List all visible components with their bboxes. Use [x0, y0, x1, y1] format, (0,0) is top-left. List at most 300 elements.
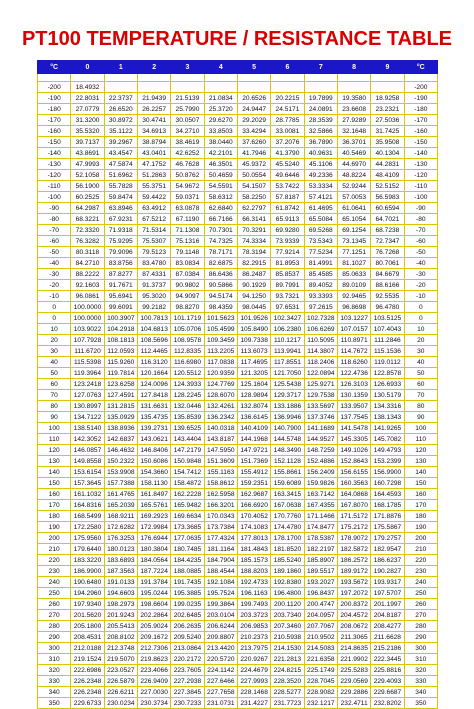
resistance-cell: 149.1026 — [337, 445, 370, 456]
resistance-cell: 37.6260 — [237, 137, 270, 148]
empty-cell — [404, 74, 437, 82]
resistance-cell: 76.3282 — [71, 236, 104, 247]
resistance-cell: 188.8203 — [237, 566, 270, 577]
resistance-cell: 200.4747 — [304, 599, 337, 610]
resistance-cell: 27.5036 — [371, 115, 404, 126]
resistance-cell: 75.9295 — [104, 236, 137, 247]
resistance-cell: 72.3320 — [71, 225, 104, 236]
resistance-cell: 229.6687 — [371, 687, 404, 698]
resistance-cell: 199.7493 — [237, 599, 270, 610]
resistance-cell: 29.6270 — [204, 115, 237, 126]
resistance-cell: 190.2827 — [371, 566, 404, 577]
resistance-cell: 153.9908 — [104, 467, 137, 478]
resistance-cell: 141.9265 — [371, 423, 404, 434]
resistance-cell: 49.6446 — [271, 170, 304, 181]
resistance-cell: 94.9097 — [171, 291, 204, 302]
resistance-cell: 150.9848 — [171, 456, 204, 467]
resistance-cell: 67.5212 — [137, 214, 170, 225]
resistance-cell: 194.6603 — [104, 588, 137, 599]
resistance-cell: 196.1163 — [237, 588, 270, 599]
resistance-cell: 192.8380 — [271, 577, 304, 588]
resistance-cell: 145.7082 — [371, 434, 404, 445]
resistance-cell: 35.1122 — [104, 126, 137, 137]
row-temperature-right: -130 — [404, 159, 437, 170]
resistance-cell: 84.2710 — [71, 258, 104, 269]
resistance-cell: 24.0891 — [304, 104, 337, 115]
row-temperature-left: -160 — [38, 126, 71, 137]
resistance-cell: 33.8503 — [204, 126, 237, 137]
resistance-cell: 115.9260 — [104, 357, 137, 368]
resistance-cell: 47.1752 — [137, 159, 170, 170]
resistance-cell: 35.9508 — [371, 137, 404, 148]
resistance-cell: 188.4544 — [204, 566, 237, 577]
resistance-cell: 85.0633 — [337, 269, 370, 280]
resistance-cell: 193.2027 — [304, 577, 337, 588]
resistance-cell: 227.7658 — [204, 687, 237, 698]
resistance-cell: 105.0706 — [171, 324, 204, 335]
resistance-cell: 214.1530 — [271, 643, 304, 654]
resistance-cell: 122.8578 — [371, 368, 404, 379]
resistance-cell: 180.0123 — [104, 544, 137, 555]
resistance-cell: 103.9022 — [71, 324, 104, 335]
resistance-cell: 59.4422 — [137, 192, 170, 203]
row-temperature-right: -80 — [404, 214, 437, 225]
resistance-cell: 86.2487 — [237, 269, 270, 280]
resistance-cell: 66.3141 — [237, 214, 270, 225]
resistance-cell: 57.8187 — [271, 192, 304, 203]
resistance-cell: 39.7137 — [71, 137, 104, 148]
row-temperature-right: -40 — [404, 258, 437, 269]
resistance-cell: 22.8031 — [71, 93, 104, 104]
resistance-cell: 223.7605 — [171, 665, 204, 676]
row-temperature-right: -120 — [404, 170, 437, 181]
resistance-cell: 73.9339 — [271, 236, 304, 247]
resistance-cell — [137, 82, 170, 93]
resistance-cell: 123.2418 — [71, 379, 104, 390]
resistance-cell: 151.7369 — [237, 456, 270, 467]
resistance-cell: 193.5672 — [337, 577, 370, 588]
resistance-cell: 219.5070 — [104, 654, 137, 665]
resistance-cell: 100.0000 — [71, 302, 104, 313]
resistance-cell: 210.5938 — [271, 632, 304, 643]
table-row — [38, 610, 438, 621]
resistance-cell: 21.0834 — [204, 93, 237, 104]
resistance-cell: 221.9902 — [337, 654, 370, 665]
resistance-cell: 162.2228 — [171, 489, 204, 500]
row-temperature-left: -60 — [38, 236, 71, 247]
row-temperature-left: 60 — [38, 379, 71, 390]
table-row — [38, 566, 438, 577]
resistance-cell: 221.2813 — [271, 654, 304, 665]
table-row — [38, 687, 438, 698]
resistance-cell: 139.6525 — [171, 423, 204, 434]
resistance-cell: 137.7545 — [337, 412, 370, 423]
resistance-cell: 135.0929 — [104, 412, 137, 423]
row-temperature-left: 0 — [38, 313, 71, 324]
row-temperature-left: 300 — [38, 643, 71, 654]
resistance-cell: 201.5620 — [71, 610, 104, 621]
resistance-cell: 192.1084 — [204, 577, 237, 588]
resistance-cell: 219.1524 — [71, 654, 104, 665]
resistance-cell: 165.9482 — [171, 500, 204, 511]
resistance-cell: 47.9993 — [71, 159, 104, 170]
resistance-cell: 74.3334 — [237, 236, 270, 247]
table-row — [38, 698, 438, 709]
resistance-cell: 116.3120 — [137, 357, 170, 368]
resistance-cell: 185.1573 — [237, 555, 270, 566]
resistance-cell: 20.2215 — [271, 93, 304, 104]
resistance-cell: 103.5125 — [371, 313, 404, 324]
empty-cell — [204, 74, 237, 82]
row-temperature-left: 310 — [38, 654, 71, 665]
row-temperature-right: 290 — [404, 632, 437, 643]
resistance-cell: 78.3194 — [237, 247, 270, 258]
resistance-cell: 228.1468 — [237, 687, 270, 698]
resistance-cell: 229.0569 — [337, 676, 370, 687]
resistance-cell: 90.9802 — [171, 280, 204, 291]
resistance-cell: 204.8187 — [371, 610, 404, 621]
resistance-cell: 204.0957 — [304, 610, 337, 621]
resistance-cell: 120.5512 — [171, 368, 204, 379]
resistance-cell: 191.7435 — [171, 577, 204, 588]
resistance-table — [37, 60, 438, 709]
row-temperature-right: 20 — [404, 335, 437, 346]
row-temperature-right: -10 — [404, 291, 437, 302]
resistance-cell: 28.7785 — [271, 115, 304, 126]
resistance-cell: 221.6358 — [304, 654, 337, 665]
resistance-cell: 182.9547 — [371, 544, 404, 555]
resistance-cell: 161.4765 — [104, 489, 137, 500]
resistance-cell: 157.3645 — [71, 478, 104, 489]
resistance-cell: 22.3737 — [104, 93, 137, 104]
table-row — [38, 676, 438, 687]
empty-cell — [371, 74, 404, 82]
resistance-cell: 148.3490 — [271, 445, 304, 456]
column-header: 5 — [237, 61, 270, 74]
resistance-cell: 212.7306 — [137, 643, 170, 654]
resistance-cell: 61.4695 — [304, 203, 337, 214]
resistance-cell: 220.5720 — [204, 654, 237, 665]
resistance-cell: 18.4932 — [71, 82, 104, 93]
resistance-cell: 189.9172 — [337, 566, 370, 577]
table-row — [38, 632, 438, 643]
resistance-cell: 56.5983 — [371, 192, 404, 203]
row-temperature-left: 50 — [38, 368, 71, 379]
row-temperature-left: 350 — [38, 698, 71, 709]
resistance-cell: 165.5761 — [137, 500, 170, 511]
table-row — [38, 445, 438, 456]
resistance-cell: 147.2179 — [171, 445, 204, 456]
resistance-cell: 33.4294 — [237, 126, 270, 137]
resistance-cell: 219.8623 — [137, 654, 170, 665]
resistance-cell: 171.5172 — [337, 511, 370, 522]
resistance-cell: 155.4912 — [237, 467, 270, 478]
resistance-cell: 227.3845 — [171, 687, 204, 698]
resistance-cell: 205.5413 — [104, 621, 137, 632]
resistance-cell: 28.3539 — [304, 115, 337, 126]
table-row — [38, 159, 438, 170]
resistance-cell: 114.3807 — [304, 346, 337, 357]
resistance-cell: 73.1345 — [337, 236, 370, 247]
resistance-cell: 133.5697 — [304, 401, 337, 412]
row-temperature-left: 290 — [38, 632, 71, 643]
resistance-cell: 60.2525 — [71, 192, 104, 203]
resistance-cell: 201.1997 — [371, 599, 404, 610]
resistance-cell: 150.2322 — [104, 456, 137, 467]
resistance-cell: 151.3609 — [204, 456, 237, 467]
row-temperature-right: 230 — [404, 566, 437, 577]
resistance-cell: 181.4843 — [237, 544, 270, 555]
resistance-cell: 21.5139 — [171, 93, 204, 104]
resistance-cell: 145.3305 — [337, 434, 370, 445]
resistance-cell: 117.8551 — [271, 357, 304, 368]
resistance-cell: 79.1148 — [171, 247, 204, 258]
resistance-cell: 124.3933 — [171, 379, 204, 390]
row-temperature-right: -140 — [404, 148, 437, 159]
resistance-cell: 176.3253 — [104, 533, 137, 544]
resistance-cell: 208.4531 — [71, 632, 104, 643]
column-header: 3 — [171, 61, 204, 74]
column-header: 4 — [204, 61, 237, 74]
column-header: 1 — [104, 61, 137, 74]
row-temperature-left: -170 — [38, 115, 71, 126]
row-temperature-left: -40 — [38, 258, 71, 269]
resistance-cell: 162.9687 — [237, 489, 270, 500]
resistance-cell: 127.0763 — [71, 390, 104, 401]
resistance-cell: 71.5314 — [137, 225, 170, 236]
row-temperature-left: 120 — [38, 445, 71, 456]
resistance-cell: 67.1190 — [171, 214, 204, 225]
resistance-cell: 46.7628 — [171, 159, 204, 170]
resistance-cell: 172.2580 — [71, 522, 104, 533]
resistance-cell: 18.9258 — [371, 93, 404, 104]
resistance-cell: 69.9280 — [271, 225, 304, 236]
resistance-cell: 146.4632 — [104, 445, 137, 456]
resistance-cell: 134.3316 — [371, 401, 404, 412]
row-temperature-left: 330 — [38, 676, 71, 687]
resistance-cell: 230.0234 — [104, 698, 137, 709]
row-temperature-left: 260 — [38, 599, 71, 610]
resistance-cell: 52.1058 — [71, 170, 104, 181]
resistance-cell: 171.1466 — [304, 511, 337, 522]
row-temperature-left: 250 — [38, 588, 71, 599]
resistance-cell: 225.5283 — [337, 665, 370, 676]
resistance-cell: 206.6244 — [204, 621, 237, 632]
resistance-cell: 187.3563 — [104, 566, 137, 577]
table-row — [38, 379, 438, 390]
resistance-cell: 171.8876 — [371, 511, 404, 522]
resistance-cell: 208.4277 — [371, 621, 404, 632]
resistance-cell: 23.2321 — [371, 104, 404, 115]
resistance-cell: 104.6813 — [137, 324, 170, 335]
row-temperature-left: 100 — [38, 423, 71, 434]
resistance-cell: 185.5240 — [271, 555, 304, 566]
resistance-cell: 184.7904 — [204, 555, 237, 566]
resistance-cell: 201.9243 — [104, 610, 137, 621]
resistance-cell: 31.3200 — [71, 115, 104, 126]
resistance-cell: 159.6089 — [271, 478, 304, 489]
resistance-cell: 99.2182 — [137, 302, 170, 313]
resistance-cell: 75.1316 — [171, 236, 204, 247]
resistance-cell: 170.4052 — [237, 511, 270, 522]
resistance-cell: 213.0864 — [171, 643, 204, 654]
row-temperature-right: -30 — [404, 269, 437, 280]
resistance-cell: 75.5307 — [137, 236, 170, 247]
resistance-cell: 92.1603 — [71, 280, 104, 291]
resistance-cell: 140.0318 — [204, 423, 237, 434]
table-row — [38, 137, 438, 148]
row-temperature-right: -150 — [404, 137, 437, 148]
resistance-cell: 77.5234 — [304, 247, 337, 258]
resistance-cell: 168.5499 — [71, 511, 104, 522]
resistance-cell: 123.6258 — [104, 379, 137, 390]
resistance-cell: 47.5874 — [104, 159, 137, 170]
resistance-cell: 149.4793 — [371, 445, 404, 456]
row-temperature-right: 150 — [404, 478, 437, 489]
resistance-cell: 82.2915 — [237, 258, 270, 269]
page-title: PT100 TEMPERATURE / RESISTANCE TABLE — [21, 28, 453, 50]
table-row — [38, 467, 438, 478]
row-temperature-right: 240 — [404, 577, 437, 588]
column-header: 9 — [371, 61, 404, 74]
resistance-cell: 30.8972 — [104, 115, 137, 126]
resistance-cell: 105.4599 — [204, 324, 237, 335]
resistance-cell: 152.1128 — [271, 456, 304, 467]
table-row — [38, 511, 438, 522]
resistance-cell: 226.2348 — [71, 687, 104, 698]
resistance-cell: 72.7347 — [371, 236, 404, 247]
row-temperature-left: -30 — [38, 269, 71, 280]
resistance-cell: 159.9826 — [304, 478, 337, 489]
resistance-cell: 176.6944 — [137, 533, 170, 544]
row-temperature-right: 140 — [404, 467, 437, 478]
table-row — [38, 544, 438, 555]
resistance-cell: 111.6720 — [71, 346, 104, 357]
resistance-cell: 92.5535 — [371, 291, 404, 302]
row-temperature-left: -180 — [38, 104, 71, 115]
resistance-cell: 73.5343 — [304, 236, 337, 247]
resistance-cell: 48.4109 — [371, 170, 404, 181]
resistance-cell: 227.0030 — [137, 687, 170, 698]
resistance-cell: 26.6520 — [104, 104, 137, 115]
resistance-cell: 200.1120 — [271, 599, 304, 610]
resistance-cell: 115.5398 — [71, 357, 104, 368]
resistance-cell: 231.0731 — [204, 698, 237, 709]
table-row — [38, 577, 438, 588]
resistance-cell: 20.6526 — [237, 93, 270, 104]
resistance-cell: 112.8335 — [171, 346, 204, 357]
resistance-cell: 226.2348 — [71, 676, 104, 687]
resistance-cell: 223.4066 — [137, 665, 170, 676]
resistance-cell: 211.6628 — [371, 632, 404, 643]
resistance-cell: 192.4733 — [237, 577, 270, 588]
row-temperature-right: -110 — [404, 181, 437, 192]
empty-cell — [304, 74, 337, 82]
resistance-cell: 102.3427 — [271, 313, 304, 324]
resistance-cell: 106.2380 — [271, 324, 304, 335]
resistance-cell: 107.0157 — [337, 324, 370, 335]
row-temperature-right: -60 — [404, 236, 437, 247]
table-row — [38, 621, 438, 632]
resistance-cell: 161.8497 — [137, 489, 170, 500]
resistance-cell: 44.2831 — [371, 159, 404, 170]
resistance-cell: 140.4109 — [237, 423, 270, 434]
resistance-cell: 85.8537 — [271, 269, 304, 280]
empty-cell — [38, 74, 71, 82]
resistance-cell: 144.5748 — [271, 434, 304, 445]
resistance-cell: 222.6986 — [71, 665, 104, 676]
column-header: 7 — [304, 61, 337, 74]
resistance-cell: 156.9900 — [371, 467, 404, 478]
resistance-cell: 95.6941 — [104, 291, 137, 302]
resistance-cell: 167.8070 — [337, 500, 370, 511]
table-row — [38, 588, 438, 599]
resistance-cell: 96.8698 — [337, 302, 370, 313]
resistance-cell: 40.9631 — [304, 148, 337, 159]
resistance-cell: 78.7171 — [204, 247, 237, 258]
row-temperature-left: -190 — [38, 93, 71, 104]
resistance-cell: 101.1719 — [171, 313, 204, 324]
resistance-cell: 191.3784 — [137, 577, 170, 588]
resistance-cell: 207.3460 — [271, 621, 304, 632]
resistance-cell: 164.0868 — [337, 489, 370, 500]
resistance-cell: 135.8539 — [171, 412, 204, 423]
resistance-cell: 130.8997 — [71, 401, 104, 412]
resistance-cell: 203.0104 — [204, 610, 237, 621]
table-row — [38, 412, 438, 423]
resistance-cell: 67.9231 — [104, 214, 137, 225]
row-temperature-right: 330 — [404, 676, 437, 687]
resistance-cell: 197.2072 — [337, 588, 370, 599]
resistance-cell: 35.5320 — [71, 126, 104, 137]
resistance-cell: 119.7814 — [104, 368, 137, 379]
resistance-cell: 108.5696 — [137, 335, 170, 346]
resistance-cell: 124.7769 — [204, 379, 237, 390]
table-row — [38, 291, 438, 302]
row-temperature-right: 110 — [404, 434, 437, 445]
resistance-cell: 195.0244 — [137, 588, 170, 599]
resistance-cell: 81.4991 — [304, 258, 337, 269]
table-row — [38, 533, 438, 544]
resistance-cell: 125.9271 — [304, 379, 337, 390]
resistance-cell: 198.2973 — [104, 599, 137, 610]
resistance-cell: 120.1664 — [137, 368, 170, 379]
resistance-cell: 53.7422 — [271, 181, 304, 192]
resistance-cell: 111.2846 — [371, 335, 404, 346]
resistance-cell: 129.7538 — [304, 390, 337, 401]
resistance-cell: 138.1343 — [371, 412, 404, 423]
resistance-cell: 87.0384 — [171, 269, 204, 280]
resistance-cell: 205.1800 — [71, 621, 104, 632]
resistance-cell: 137.3746 — [304, 412, 337, 423]
table-row — [38, 555, 438, 566]
resistance-cell: 154.3660 — [137, 467, 170, 478]
resistance-cell: 57.4121 — [304, 192, 337, 203]
table-row — [38, 335, 438, 346]
row-temperature-left: 0 — [38, 302, 71, 313]
resistance-cell: 126.6933 — [371, 379, 404, 390]
row-temperature-left: 190 — [38, 522, 71, 533]
resistance-cell: 153.6154 — [71, 467, 104, 478]
resistance-cell: 61.0641 — [337, 203, 370, 214]
resistance-cell: 38.4619 — [171, 137, 204, 148]
resistance-cell: 231.7723 — [271, 698, 304, 709]
resistance-cell: 64.7021 — [371, 214, 404, 225]
row-temperature-right: 170 — [404, 500, 437, 511]
resistance-cell: 98.4359 — [204, 302, 237, 313]
resistance-cell: 118.6260 — [337, 357, 370, 368]
table-row — [38, 500, 438, 511]
